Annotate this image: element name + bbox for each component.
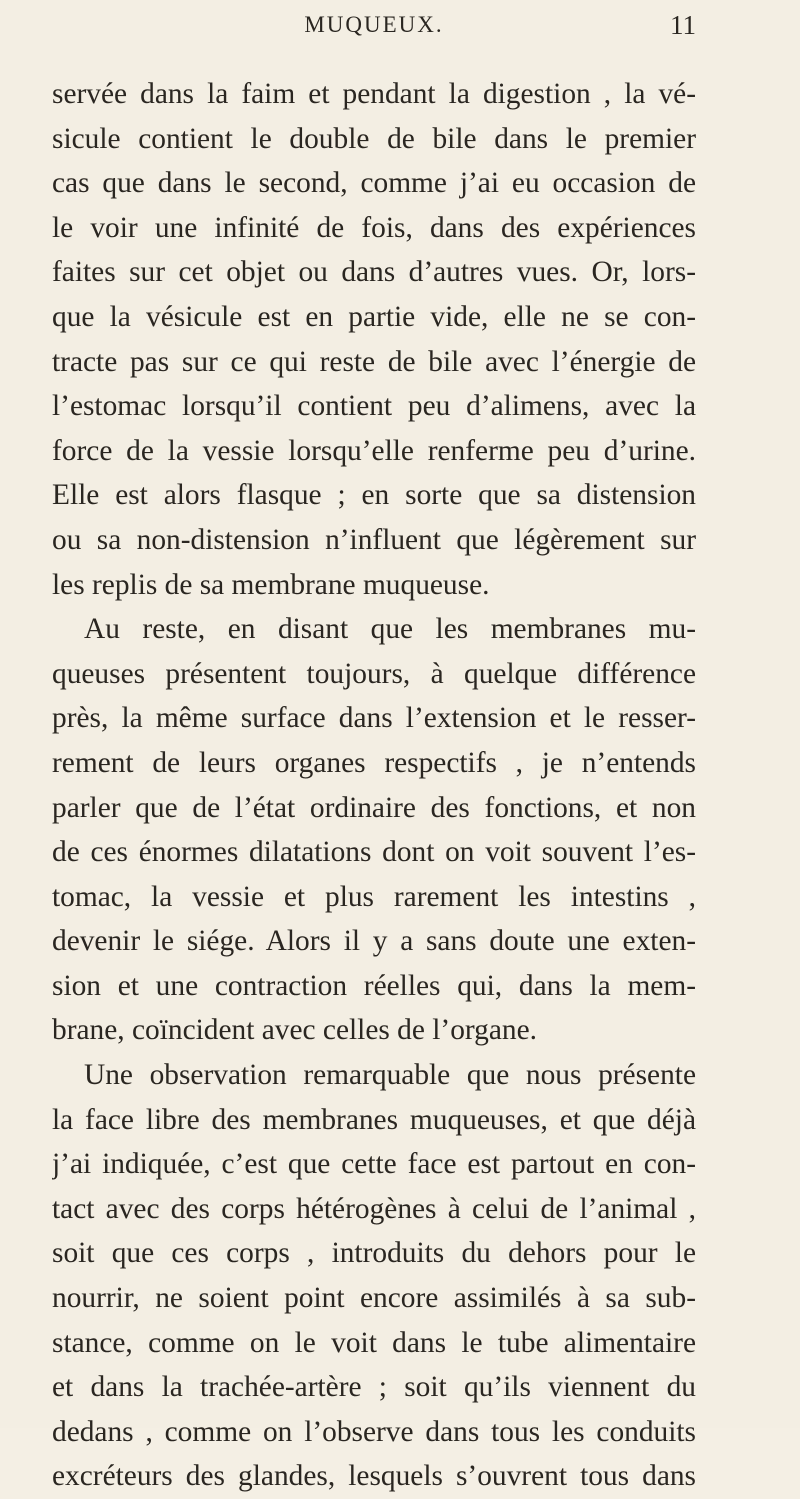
text-line: stance, comme on le voit dans le tube alimentaire bbox=[52, 1326, 696, 1359]
text-line: la face libre des membranes muqueuses, et que déjà bbox=[52, 1103, 696, 1136]
text-line: devenir le siége. Alors il y a sans doute une exten- bbox=[52, 925, 696, 958]
text-line: excréteurs des glandes, lesquels s’ouvrent tous dans bbox=[52, 1460, 696, 1493]
paragraph-first-line: Au reste, en disant que les membranes mu- bbox=[84, 613, 696, 646]
text-line: que la vésicule est en partie vide, elle ne se con- bbox=[52, 300, 696, 333]
text-line: sion et une contraction réelles qui, dans la mem- bbox=[52, 969, 696, 1002]
paragraph-end-line: les replis de sa membrane muqueuse. bbox=[52, 568, 490, 601]
text-line: près, la même surface dans l’extension et le resser- bbox=[52, 702, 696, 735]
running-head bbox=[52, 10, 696, 50]
text-line: rement de leurs organes respectifs , je n’entends bbox=[52, 746, 696, 779]
text-line: servée dans la faim et pendant la digestion , la vé- bbox=[52, 78, 696, 110]
text-line: sicule contient le double de bile dans le premier bbox=[52, 122, 696, 155]
text-line: force de la vessie lorsqu’elle renferme peu d’urine. bbox=[52, 434, 696, 467]
paragraph-end-line: brane, coïncident avec celles de l’organe. bbox=[52, 1014, 537, 1047]
text-line: de ces énormes dilatations dont on voit souvent l’es- bbox=[52, 836, 696, 869]
text-line: cas que dans le second, comme j’ai eu occasion de bbox=[52, 167, 696, 200]
text-line: parler que de l’état ordinaire des fonctions, et non bbox=[52, 791, 696, 824]
text-line: j’ai indiquée, c’est que cette face est partout en con- bbox=[52, 1148, 696, 1181]
text-line: queuses présentent toujours, à quelque différence bbox=[52, 657, 696, 690]
running-title: MUQUEUX. bbox=[304, 12, 444, 37]
text-line: tomac, la vessie et plus rarement les intestins , bbox=[52, 880, 696, 913]
text-line: l’estomac lorsqu’il contient peu d’alimens, avec la bbox=[52, 390, 696, 423]
text-line: faites sur cet objet ou dans d’autres vues. Or, lors- bbox=[52, 256, 696, 289]
page-number: 11 bbox=[670, 10, 696, 40]
text-line: ou sa non-distension n’influent que légèrement sur bbox=[52, 523, 696, 556]
paragraph-first-line: Une observation remarquable que nous présente bbox=[84, 1059, 696, 1092]
body-text bbox=[52, 72, 696, 1499]
text-line: nourrir, ne soient point encore assimilés à sa sub- bbox=[52, 1282, 696, 1315]
text-line: et dans la trachée-artère ; soit qu’ils viennent du bbox=[52, 1371, 696, 1404]
text-line: tracte pas sur ce qui reste de bile avec l’énergie de bbox=[52, 345, 696, 378]
text-line: tact avec des corps hétérogènes à celui de l’animal , bbox=[52, 1192, 696, 1225]
text-line: Elle est alors flasque ; en sorte que sa distension bbox=[52, 479, 696, 512]
text-line: le voir une infinité de fois, dans des expériences bbox=[52, 211, 696, 244]
text-line: soit que ces corps , introduits du dehors pour le bbox=[52, 1237, 696, 1270]
text-line: dedans , comme on l’observe dans tous les conduits bbox=[52, 1415, 696, 1448]
